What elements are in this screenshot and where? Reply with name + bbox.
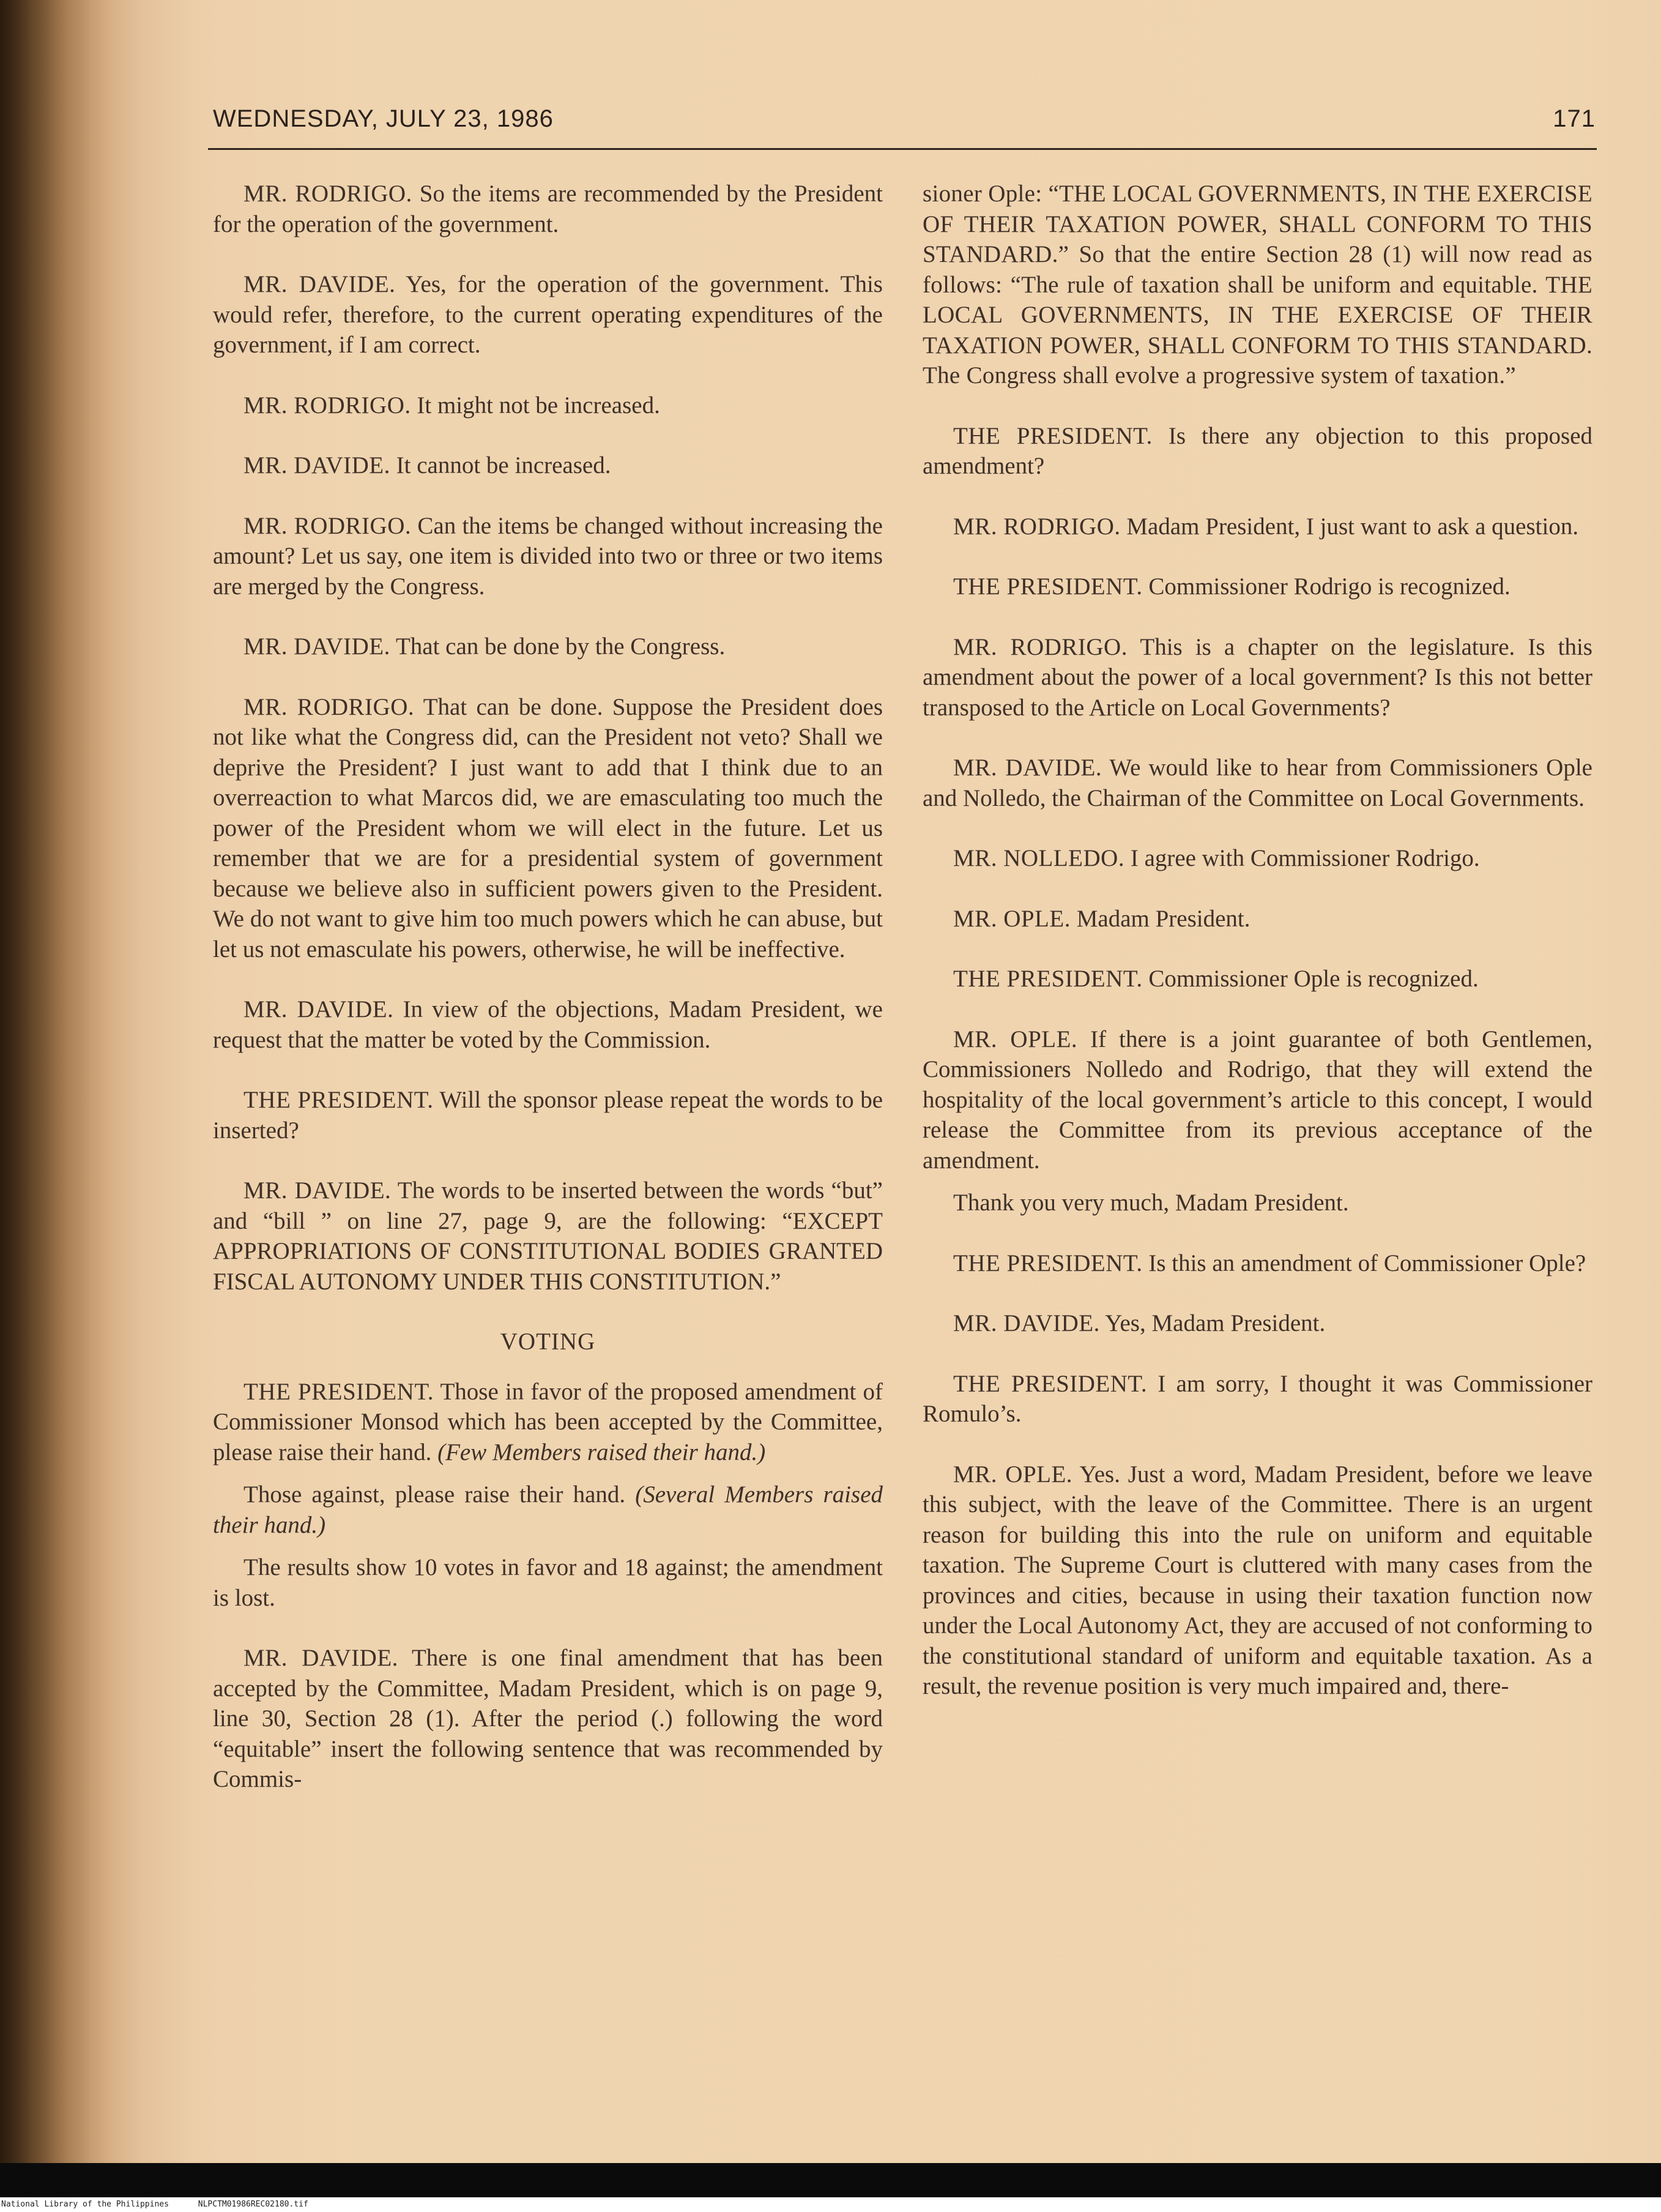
speaker: MR. OPLE. [953,1026,1078,1052]
speech: Commissioner Ople is recognized. [1148,966,1479,992]
paragraph [213,511,883,602]
speech: In view of the objections, Madam President, we request that the matter be voted by the Commission. [213,996,883,1053]
speaker: MR. NOLLEDO. [953,845,1125,871]
paragraph [923,1308,1592,1339]
speech: This is a chapter on the legislature. Is this amendment about the power of a local government? Is this not better transposed to the Article on Local Governments? [923,633,1592,721]
paragraph [923,753,1592,813]
speech: We would like to hear from Commissioners Ople and Nolledo, the Chairman of the Committee on Local Governments. [923,754,1592,811]
speaker: MR. DAVIDE. [953,1310,1100,1336]
speech: Will the sponsor please repeat the words to be inserted? [213,1087,883,1144]
paragraph [213,1085,883,1145]
paragraph [213,1643,883,1795]
paragraph [923,1369,1592,1429]
speaker: MR. RODRIGO. [243,181,412,207]
speech: I am sorry, I thought it was Commissioner Romulo’s. [923,1370,1593,1427]
speech: The words to be inserted between the words “but” and “bill ” on line 27, page 9, are the following: “EXCEPT APPROPRIATIONS OF CONSTITUTIONAL BODIES GRANTED FISCAL AUTONOMY UNDER THIS CONSTITUTION.” [213,1177,883,1295]
header-rule [208,148,1597,150]
paragraph [213,1552,883,1613]
speaker: MR. RODRIGO. [953,633,1128,660]
paragraph [923,512,1592,542]
speech: Madam President. [1076,905,1250,932]
speech: Yes, for the operation of the government. This would refer, therefore, to the current operating expenditures of the government, if I am correct. [213,271,883,358]
speech: It cannot be increased. [396,452,611,479]
speaker: MR. DAVIDE. [243,452,390,479]
speech: Is there any objection to this proposed amendment? [923,422,1593,479]
speaker: THE PRESIDENT. [953,1249,1143,1276]
speech: The results show 10 votes in favor and 18 against; the amendment is lost. [213,1554,883,1611]
speaker: THE PRESIDENT. [953,422,1153,449]
paragraph [213,1377,883,1468]
paragraph [213,390,883,421]
speech: Can the items be changed without increasing the amount? Let us say, one item is divided into two or three or two items are merged by the Congress. [213,512,883,600]
section-heading: VOTING [500,1328,596,1355]
speech: Yes, Madam President. [1105,1310,1326,1336]
paragraph [213,450,883,481]
speech: That can be done by the Congress. [395,633,726,660]
page-number: 171 [1553,105,1596,132]
paragraph [923,1024,1592,1176]
speaker: MR. RODRIGO. [243,512,412,539]
speaker: MR. OPLE. [953,905,1071,932]
stage-direction: (Few Members raised their hand.) [437,1439,766,1465]
paragraph [923,1188,1592,1218]
paragraph [213,269,883,360]
paragraph [923,421,1592,482]
speaker: MR. OPLE. [953,1461,1073,1488]
speaker: THE PRESIDENT. [953,966,1143,992]
speech: So the items are recommended by the President for the operation of the government. [213,181,883,237]
speech: Those against, please raise their hand. [243,1481,626,1508]
speech: I agree with Commissioner Rodrigo. [1130,845,1480,871]
speech: If there is a joint guarantee of both Gentlemen, Commissioners Nolledo and Rodrigo, that they will extend the hospitality of the local government’s article to this concept, I would release the Committee from its previous acceptance of the amendment. [923,1026,1592,1174]
speaker: MR. DAVIDE. [243,1177,392,1204]
paragraph [213,692,883,965]
speech: Is this an amendment of Commissioner Ople? [1148,1249,1586,1276]
speaker: MR. RODRIGO. [243,693,415,720]
paragraph [923,179,1592,391]
paragraph [923,1248,1592,1279]
paragraph [213,179,883,239]
stage-direction: (Several Members raised their hand.) [213,1481,883,1538]
paragraph [923,964,1592,994]
running-head [213,103,1596,146]
speaker: MR. DAVIDE. [243,1645,398,1671]
speaker: THE PRESIDENT. [953,1370,1148,1397]
paragraph [923,632,1592,723]
speech: sioner Ople: “THE LOCAL GOVERNMENTS, IN THE EXERCISE OF THEIR TAXATION POWER, SHALL CONFORM TO THIS STANDARD.” So that the entire Section 28 (1) will now read as follows: “The rule of taxation shall be uniform and equitable. THE LOCAL GOVERNMENTS, IN THE EXERCISE OF THEIR TAXATION POWER, SHALL CONFORM TO THIS STANDARD. The Congress shall evolve a progressive system of taxation.” [923,181,1592,389]
speech: Commissioner Rodrigo is recognized. [1148,573,1511,600]
speaker: THE PRESIDENT. [243,1378,434,1405]
paragraph [213,631,883,662]
speech: Madam President, I just want to ask a question. [1126,513,1579,540]
paragraph [923,1459,1592,1702]
speech: Yes. Just a word, Madam President, before we leave this subject, with the leave of the Committee. There is an urgent reason for building this into the rule on uniform and equitable taxation. The Supreme Court is cluttered with many cases from the provinces and cities, because in using their taxation function now under the Local Autonomy Act, they are accused of not conforming to the constitutional standard of uniform and equitable taxation. As a result, the revenue position is very much impaired and, there- [923,1461,1592,1699]
book-spine-shadow [0,0,110,2163]
right-column [923,179,1592,1732]
paragraph [923,904,1592,934]
paragraph [923,572,1592,602]
header-date: WEDNESDAY, JULY 23, 1986 [213,105,554,132]
speech: That can be done. Suppose the President does not like what the Congress did, can the President not veto? Shall we deprive the President? I just want to add that I think due to an overreaction to what Marcos did, we are emasculating too much the power of the President whom we will elect in the future. Let us remember that we are for a presidential system of government because we believe also in sufficient powers given to the President. We do not want to give him too much powers which he can abuse, but let us not emasculate his powers, otherwise, he will be ineffective. [213,693,883,963]
library-name: National Library of the Philippines [1,2200,169,2209]
speaker: MR. DAVIDE. [953,754,1102,781]
paragraph [213,1175,883,1297]
paragraph [213,1480,883,1540]
speech: Thank you very much, Madam President. [953,1190,1349,1216]
speaker: MR. RODRIGO. [953,513,1121,540]
speaker: MR. DAVIDE. [243,996,394,1022]
paragraph [213,994,883,1055]
scan-footer [0,2197,1661,2212]
left-column [213,179,883,1825]
speech: Those in favor of the proposed amendment of Commissioner Monsod which has been accepted by the Committee, please raise their hand. [213,1378,883,1465]
paragraph [923,843,1592,874]
scan-border [0,2163,1661,2197]
speaker: MR. DAVIDE. [243,271,396,297]
file-id: NLPCTM01986REC02180.tif [198,2200,308,2209]
speaker: MR. DAVIDE. [243,633,390,660]
speech: There is one final amendment that has been accepted by the Committee, Madam President, which is on page 9, line 30, Section 28 (1). After the period (.) following the word “equitable” insert the following sentence that was recommended by Commis- [213,1645,883,1792]
speaker: THE PRESIDENT. [953,573,1143,600]
speaker: MR. RODRIGO. [243,392,411,419]
speech: It might not be increased. [417,392,660,419]
speaker: THE PRESIDENT. [243,1087,434,1113]
